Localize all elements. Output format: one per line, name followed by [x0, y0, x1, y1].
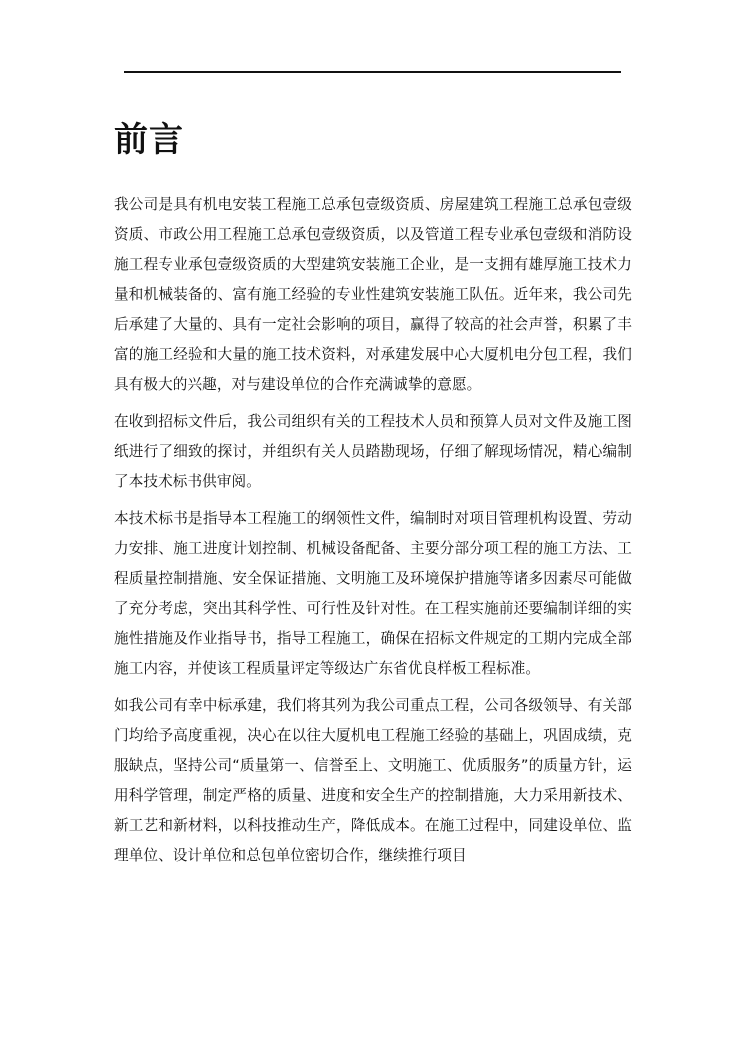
paragraph-tender-review: 在收到招标文件后，我公司组织有关的工程技术人员和预算人员对文件及施工图纸进行了细致的探讨，并组织有关人员踏勘现场，仔细了解现场情况，精心编制了本技术标书供审阅。 [114, 413, 632, 490]
page-title: 前言 [114, 120, 184, 160]
body-text [114, 190, 632, 871]
paragraph-commitment: 如我公司有幸中标承建，我们将其列为我公司重点工程，公司各级领导、有关部门均给予高度重视，决心在以往大厦机电工程施工经验的基础上，巩固成绩，克服缺点，坚持公司“质量第一、信誉至上、文明施工、优质服务”的质量方针，运用科学管理，制定严格的质量、进度和安全生产的控制措施，大力采用新技术、新工艺和新材料，以科技推动生产，降低成本。在施工过程中，同建设单位、监理单位、设计单位和总包单位密切合作，继续推行项目 [114, 697, 632, 864]
paragraph-company-intro: 我公司是具有机电安装工程施工总承包壹级资质、房屋建筑工程施工总承包壹级资质、市政公用工程施工总承包壹级资质，以及管道工程专业承包壹级和消防设施工程专业承包壹级资质的大型建筑安装施工企业，是一支拥有雄厚施工技术力量和机械装备的、富有施工经验的专业性建筑安装施工队伍。近年来，我公司先后承建了大量的、具有一定社会影响的项目，赢得了较高的社会声誉，积累了丰富的施工经验和大量的施工技术资料，对承建发展中心大厦机电分包工程，我们具有极大的兴趣，对与建设单位的合作充满诚挚的意愿。 [114, 196, 632, 393]
header-divider [124, 71, 621, 73]
paragraph-technical-proposal: 本技术标书是指导本工程施工的纲领性文件，编制时对项目管理机构设置、劳动力安排、施工进度计划控制、机械设备配备、主要分部分项工程的施工方法、工程质量控制措施、安全保证措施、文明施工及环境保护措施等诸多因素尽可能做了充分考虑，突出其科学性、可行性及针对性。在工程实施前还要编制详细的实施性措施及作业指导书，指导工程施工，确保在招标文件规定的工期内完成全部施工内容，并使该工程质量评定等级达广东省优良样板工程标准。 [114, 510, 632, 677]
